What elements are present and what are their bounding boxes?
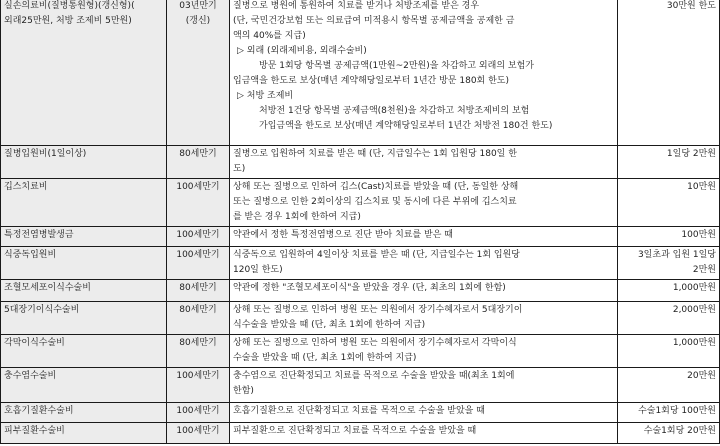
benefit-name-cell — [1, 179, 167, 227]
period-line: 100세만기 — [176, 230, 220, 240]
description-line: 약관에 정한 "조혈모세포이식"을 받았을 경우 (단, 최초의 1회에 한함) — [233, 283, 506, 293]
description-line: 도) — [233, 164, 246, 174]
benefit-name-cell — [1, 146, 167, 179]
amount-line: 100만원 — [681, 230, 716, 240]
period-cell — [167, 247, 230, 280]
benefit-name-cell — [1, 280, 167, 302]
description-cell — [230, 368, 618, 403]
description-cell — [230, 335, 618, 368]
period-line: 80세만기 — [179, 338, 217, 348]
description-line: 액의 40%를 지급) — [233, 31, 306, 41]
period-cell — [167, 227, 230, 247]
description-cell — [230, 146, 618, 179]
period-cell — [167, 280, 230, 302]
amount-cell — [618, 247, 720, 280]
period-cell — [167, 302, 230, 335]
description-cell — [230, 0, 618, 146]
benefit-name-cell — [1, 368, 167, 403]
description-line: ▷ 처방 조제비 — [237, 91, 294, 101]
description-line: 입금액을 한도로 보상(매년 계약해당일로부터 1년간 방문 180회 한도) — [233, 76, 509, 86]
table-row — [1, 280, 720, 302]
amount-line: 수술1회당 100만원 — [638, 406, 716, 416]
period-line: 100세만기 — [176, 182, 220, 192]
description-line: 120일 한도) — [233, 265, 283, 275]
benefit-name-cell — [1, 423, 167, 444]
description-cell — [230, 280, 618, 302]
description-line: 상해 또는 질병으로 인하여 병원 또는 의원에서 장기수혜자로서 5대장기이 — [233, 305, 523, 315]
amount-cell — [618, 146, 720, 179]
description-cell — [230, 403, 618, 423]
description-cell — [230, 227, 618, 247]
description-line: 또는 질병으로 인한 2회이상의 깁스치료 및 동시에 다른 부위에 깁스치료 — [233, 197, 517, 207]
period-line: 80세만기 — [179, 283, 217, 293]
description-cell — [230, 179, 618, 227]
benefit-name-cell — [1, 247, 167, 280]
benefit-name-line: 실손의료비(질병통원형)(갱신형)( — [4, 1, 135, 11]
amount-line: 3일초과 입원 1일당 — [637, 250, 716, 260]
description-cell — [230, 302, 618, 335]
amount-cell — [618, 423, 720, 444]
benefit-name-cell — [1, 335, 167, 368]
description-line: 상해 또는 질병으로 인하여 깁스(Cast)치료를 받았을 때 (단, 동일한 상해 — [233, 182, 519, 192]
description-line: 질병으로 입원하여 치료를 받은 때 (단, 지급일수는 1회 입원당 180일 한 — [233, 149, 517, 159]
amount-line: 1,000만원 — [672, 338, 716, 348]
period-cell — [167, 335, 230, 368]
table-row — [1, 179, 720, 227]
period-line: 100세만기 — [176, 371, 220, 381]
period-line: 80세만기 — [179, 305, 217, 315]
period-line: 100세만기 — [176, 406, 220, 416]
table-row — [1, 227, 720, 247]
period-line: 100세만기 — [176, 426, 220, 436]
description-line: 가입금액을 한도로 보상(매년 계약해당일로부터 1년간 처방전 180건 한도) — [259, 121, 553, 131]
table-row — [1, 423, 720, 444]
benefit-name-line: 질병입원비(1일이상) — [4, 149, 87, 159]
description-line: 수술을 받았을 때 (단, 최초 1회에 한하여 지급) — [233, 353, 417, 363]
benefit-name-line: 깁스치료비 — [4, 182, 48, 192]
amount-cell — [618, 302, 720, 335]
description-line: 피부질환으로 진단확정되고 치료를 목적으로 수술을 받았을 때 — [233, 426, 477, 436]
benefit-table-body — [1, 0, 720, 444]
description-line: 호흡기질환으로 진단확정되고 치료를 목적으로 수술을 받았을 때 — [233, 406, 485, 416]
description-line: ▷ 외래 (외래제비용, 외래수술비) — [237, 46, 367, 56]
period-line: (갱신) — [185, 16, 211, 26]
table-row — [1, 0, 720, 146]
benefit-name-cell — [1, 227, 167, 247]
description-line: 식중독으로 입원하여 4일이상 치료를 받은 때 (단, 지급일수는 1회 입원당 — [233, 250, 521, 260]
amount-line: 10만원 — [687, 182, 716, 192]
description-line: 방문 1회당 항목별 공제금액(1만원~2만원)을 차감하고 외래의 보험가 — [259, 61, 534, 71]
period-line: 100세만기 — [176, 250, 220, 260]
description-line: 처방전 1건당 항목별 공제금액(8천원)을 차감하고 처방조제비의 보험 — [259, 106, 530, 116]
period-line: 80세만기 — [179, 149, 217, 159]
benefit-name-line: 5대장기이식수술비 — [4, 305, 80, 315]
amount-cell — [618, 335, 720, 368]
description-line: (단, 국민건강보험 또는 의료급여 미적용시 항목별 공제금액을 공제한 금 — [233, 16, 515, 26]
period-cell — [167, 179, 230, 227]
amount-line: 1,000만원 — [672, 283, 716, 293]
description-line: 상해 또는 질병으로 인하여 병원 또는 의원에서 장기수혜자로서 각막이식 — [233, 338, 517, 348]
amount-cell — [618, 403, 720, 423]
benefit-name-cell — [1, 302, 167, 335]
benefit-name-line: 호흡기질환수술비 — [4, 406, 74, 416]
amount-cell — [618, 368, 720, 403]
table-row — [1, 302, 720, 335]
benefit-name-line: 충수염수술비 — [4, 371, 57, 381]
amount-cell — [618, 280, 720, 302]
table-row — [1, 403, 720, 423]
benefit-name-line: 각막이식수술비 — [4, 338, 65, 348]
description-line: 식수술을 받았을 때 (단, 최초 1회에 한하여 지급) — [233, 320, 426, 330]
amount-cell — [618, 179, 720, 227]
amount-cell — [618, 0, 720, 146]
period-cell — [167, 146, 230, 179]
amount-line: 2만원 — [692, 265, 716, 275]
amount-line: 20만원 — [687, 371, 716, 381]
description-line: 약관에서 정한 특정전염병으로 진단 받아 치료를 받은 때 — [233, 230, 453, 240]
table-row — [1, 146, 720, 179]
description-line: 한함) — [233, 386, 254, 396]
period-line: 03년만기 — [179, 1, 217, 11]
benefit-name-line: 피부질환수술비 — [4, 426, 65, 436]
description-line: 질병으로 병원에 통원하여 치료를 받거나 처방조제를 받은 경우 — [233, 1, 480, 11]
period-cell — [167, 0, 230, 146]
benefit-name-cell — [1, 0, 167, 146]
amount-line: 수술1회당 20만원 — [643, 426, 716, 436]
table-row — [1, 335, 720, 368]
benefit-name-cell — [1, 403, 167, 423]
period-cell — [167, 423, 230, 444]
description-cell — [230, 247, 618, 280]
table-row — [1, 247, 720, 280]
benefit-name-line: 특정전염병발생금 — [4, 230, 74, 240]
description-line: 를 받은 경우 1회에 한하여 지급) — [233, 212, 361, 222]
amount-line: 1일당 2만원 — [666, 149, 716, 159]
table-row — [1, 368, 720, 403]
amount-cell — [618, 227, 720, 247]
description-line: 충수염으로 진단확정되고 치료를 목적으로 수술을 받았을 때(최초 1회에 — [233, 371, 515, 381]
amount-line: 30만원 한도 — [666, 1, 716, 11]
period-cell — [167, 403, 230, 423]
description-cell — [230, 423, 618, 444]
benefit-name-line: 조혈모세포이식수술비 — [4, 283, 91, 293]
period-cell — [167, 368, 230, 403]
amount-line: 2,000만원 — [672, 305, 716, 315]
benefit-name-line: 외래25만원, 처방 조제비 5만원) — [4, 16, 132, 26]
benefit-name-line: 식중독입원비 — [4, 250, 57, 260]
